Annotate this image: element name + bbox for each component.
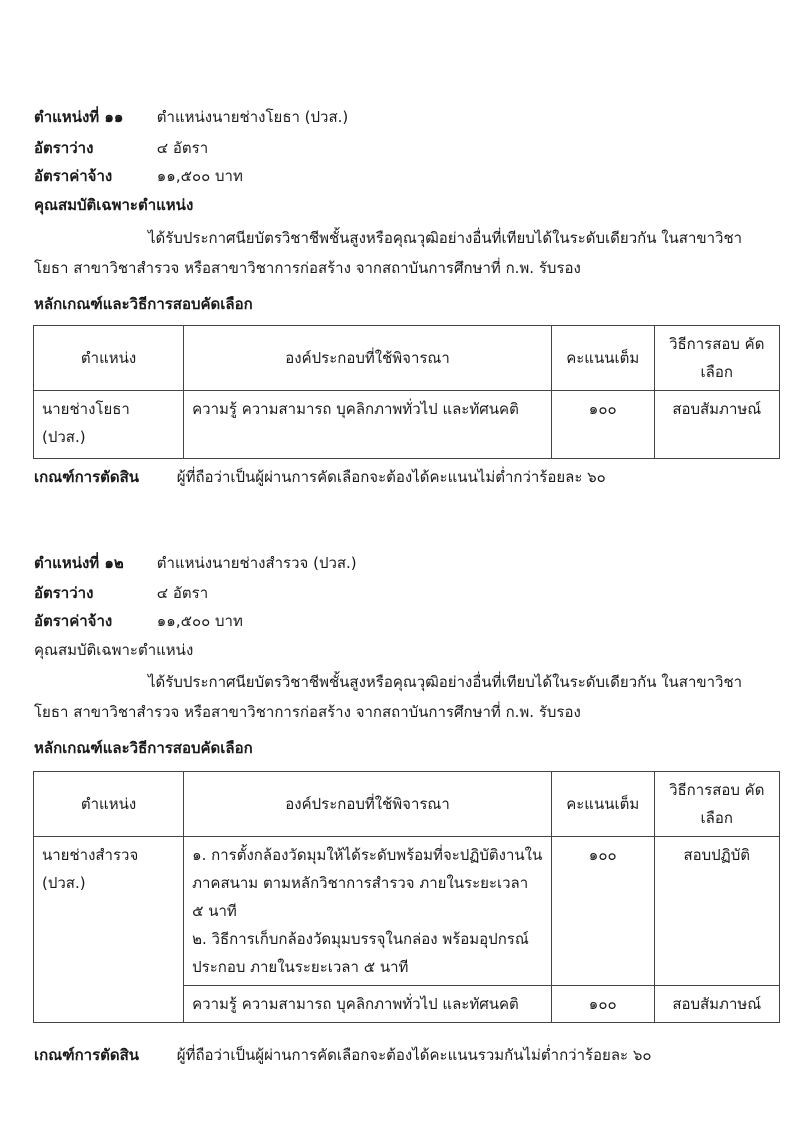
position-name: ตำแหน่งนายช่างสำรวจ (ปวส.) <box>156 554 357 572</box>
vacancy-label: อัตราว่าง <box>34 139 94 157</box>
qualification-line-1: ได้รับประกาศนียบัตรวิชาชีพชั้นสูงหรือคุณวุฒิอย่างอื่นที่เทียบได้ในระดับเดียวกัน ในสาขาวิชา <box>148 673 743 691</box>
cell-full-score: ๑๐๐ <box>551 837 654 986</box>
decision-label: เกณฑ์การตัดสิน <box>34 468 140 486</box>
table-header-row <box>34 772 780 837</box>
vacancy-value: ๔ อัตรา <box>156 139 209 157</box>
cell-full-score: ๑๐๐ <box>551 986 654 1023</box>
component-item-2: ๒. วิธีการเก็บกล้องวัดมุมบรรจุในกล่อง พร้อมอุปกรณ์ประกอบ ภายในระยะเวลา ๕ นาที <box>192 930 529 976</box>
salary-value: ๑๑,๕๐๐ บาท <box>156 612 243 630</box>
header-full-score: คะแนนเต็ม <box>551 772 654 837</box>
vacancy-row <box>34 582 208 604</box>
position-number-label: ตำแหน่งที่ ๑๒ <box>34 554 124 572</box>
decision-text: ผู้ที่ถือว่าเป็นผู้ผ่านการคัดเลือกจะต้องได้คะแนนรวมกันไม่ต่ำกว่าร้อยละ ๖๐ <box>176 1046 652 1064</box>
salary-row <box>34 165 243 187</box>
position-11-title-row <box>34 106 348 128</box>
header-position: ตำแหน่ง <box>34 772 184 837</box>
salary-label: อัตราค่าจ้าง <box>34 167 113 185</box>
qualification-text <box>34 223 780 283</box>
position-12-title-row <box>34 552 357 574</box>
table-header-row <box>34 326 780 391</box>
cell-position: นายช่างสำรวจ (ปวส.) <box>34 837 184 1023</box>
cell-component: ความรู้ ความสามารถ บุคลิกภาพทั่วไป และทัศนคติ <box>184 391 552 459</box>
cell-position: นายช่างโยธา (ปวส.) <box>34 391 184 459</box>
qualification-heading: คุณสมบัติเฉพาะตำแหน่ง <box>34 196 194 214</box>
decision-text: ผู้ที่ถือว่าเป็นผู้ผ่านการคัดเลือกจะต้องได้คะแนนไม่ต่ำกว่าร้อยละ ๖๐ <box>176 468 606 486</box>
criteria-heading: หลักเกณฑ์และวิธีการสอบคัดเลือก <box>34 295 253 313</box>
header-full-score: คะแนนเต็ม <box>551 326 654 391</box>
component-item-1: ๑. การตั้งกล้องวัดมุมให้ได้ระดับพร้อมที่จะปฏิบัติงานในภาคสนาม ตามหลักวิชาการสำรวจ ภายในระยะเวลา ๕ นาที <box>192 846 543 920</box>
vacancy-label: อัตราว่าง <box>34 584 94 602</box>
cell-method: สอบสัมภาษณ์ <box>654 986 780 1023</box>
table-row <box>34 391 780 459</box>
criteria-table-12 <box>33 771 780 1023</box>
salary-value: ๑๑,๕๐๐ บาท <box>156 167 243 185</box>
salary-label: อัตราค่าจ้าง <box>34 612 113 630</box>
qualification-line-1: ได้รับประกาศนียบัตรวิชาชีพชั้นสูงหรือคุณวุฒิอย่างอื่นที่เทียบได้ในระดับเดียวกัน ในสาขาวิชา <box>148 229 743 247</box>
header-method: วิธีการสอบ คัดเลือก <box>654 326 779 391</box>
vacancy-value: ๔ อัตรา <box>156 584 209 602</box>
cell-full-score: ๑๐๐ <box>551 391 654 459</box>
cell-component <box>184 837 552 986</box>
decision-label: เกณฑ์การตัดสิน <box>34 1046 140 1064</box>
qualification-line-2: โยธา สาขาวิชาสำรวจ หรือสาขาวิชาการก่อสร้าง จากสถาบันการศึกษาที่ ก.พ. รับรอง <box>34 259 581 277</box>
header-component: องค์ประกอบที่ใช้พิจารณา <box>184 326 552 391</box>
cell-component: ความรู้ ความสามารถ บุคลิกภาพทั่วไป และทัศนคติ <box>184 986 552 1023</box>
salary-row <box>34 610 243 632</box>
cell-method: สอบสัมภาษณ์ <box>654 391 779 459</box>
qualification-heading: คุณสมบัติเฉพาะตำแหน่ง <box>34 641 194 659</box>
position-name: ตำแหน่งนายช่างโยธา (ปวส.) <box>156 108 349 126</box>
header-method: วิธีการสอบ คัดเลือก <box>654 772 780 837</box>
vacancy-row <box>34 137 208 159</box>
position-number-label: ตำแหน่งที่ ๑๑ <box>34 108 124 126</box>
header-position: ตำแหน่ง <box>34 326 184 391</box>
criteria-heading: หลักเกณฑ์และวิธีการสอบคัดเลือก <box>34 739 253 757</box>
criteria-table-11 <box>33 325 780 459</box>
decision-row-11 <box>34 466 606 488</box>
decision-row-12 <box>34 1044 652 1066</box>
cell-method: สอบปฏิบัติ <box>654 837 780 986</box>
header-component: องค์ประกอบที่ใช้พิจารณา <box>184 772 552 837</box>
qualification-text <box>34 667 780 727</box>
qualification-line-2: โยธา สาขาวิชาสำรวจ หรือสาขาวิชาการก่อสร้าง จากสถาบันการศึกษาที่ ก.พ. รับรอง <box>34 703 581 721</box>
table-row <box>34 837 780 986</box>
